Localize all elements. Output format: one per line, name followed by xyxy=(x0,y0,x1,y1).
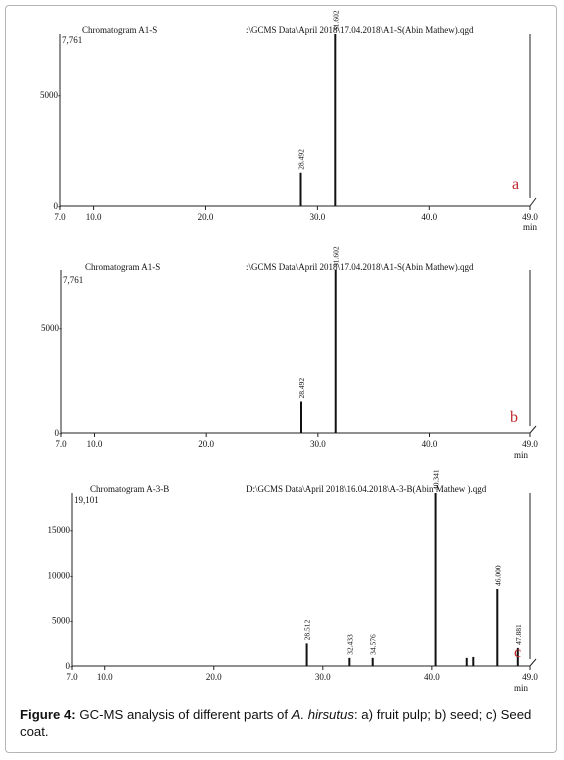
chart-title-panel-a: Chromatogram A1-S xyxy=(82,25,158,35)
file-path-panel-a: :\GCMS Data\April 2018\17.04.2018\A1-S(Abin Mathew).qgd xyxy=(246,25,474,35)
x-tick-label-a-1: 10.0 xyxy=(85,212,102,222)
file-path-panel-b: :\GCMS Data\April 2018\17.04.2018\A1-S(Abin Mathew).qgd xyxy=(246,262,474,272)
x-tick-label-b-2: 20.0 xyxy=(198,439,215,449)
y-tick-label-a-0: 5000- xyxy=(40,90,61,101)
y-tick-label-b-1: 0- xyxy=(54,428,62,438)
peak-label-c-1: 32.433 xyxy=(345,634,355,655)
peak-label-c-6: 46.000 xyxy=(493,565,503,587)
x-tick-label-a-5: 49.0 xyxy=(522,212,538,222)
x-tick-label-b-4: 40.0 xyxy=(421,439,438,449)
panel-label-a: a xyxy=(512,176,520,193)
peak-label-a-0: 28.492 xyxy=(296,149,306,170)
panel-label-c: c xyxy=(514,644,522,661)
x-tick-label-c-0: 7.0 xyxy=(66,672,78,682)
caption-text-before: GC-MS analysis of different parts of xyxy=(75,707,292,722)
caption-species: A. hirsutus xyxy=(291,707,354,722)
peak-label-a-1: 31.602 xyxy=(331,10,341,31)
max-intensity-label-panel-c: 19,101 xyxy=(74,495,99,505)
x-tick-label-c-2: 20.0 xyxy=(205,672,222,682)
figure-caption xyxy=(20,706,548,740)
tick-marks-panel-a xyxy=(40,90,538,222)
panel-label-b: b xyxy=(510,409,518,426)
peaks-panel-c xyxy=(303,469,523,666)
chromatogram-panel-c xyxy=(48,469,539,693)
x-tick-label-c-3: 30.0 xyxy=(314,672,331,682)
x-tick-label-a-2: 20.0 xyxy=(197,212,214,222)
tick-marks-panel-c xyxy=(48,525,539,682)
caption-figure-label: Figure 4: xyxy=(20,707,76,722)
y-tick-label-c-2: 5000- xyxy=(52,615,73,626)
max-intensity-label-panel-b: 7,761 xyxy=(63,275,84,285)
peak-label-c-0: 28.512 xyxy=(302,619,312,641)
x-unit-label-panel-a: min xyxy=(522,222,538,232)
y-tick-label-c-3: 0- xyxy=(65,661,73,671)
x-tick-label-a-3: 30.0 xyxy=(309,212,326,222)
axis-break-panel-b xyxy=(530,426,536,433)
chromatogram-panel-b xyxy=(41,246,538,460)
axis-break-panel-c xyxy=(530,659,536,666)
peak-label-c-3: 40.341 xyxy=(431,469,441,490)
y-tick-label-c-1: 10000- xyxy=(47,570,73,581)
y-tick-label-c-0: 15000- xyxy=(47,525,73,536)
x-tick-label-c-1: 10.0 xyxy=(96,672,113,682)
x-tick-label-a-0: 7.0 xyxy=(54,212,66,222)
tick-marks-panel-b xyxy=(41,323,538,449)
x-unit-label-panel-b: min xyxy=(513,450,529,460)
x-tick-label-b-1: 10.0 xyxy=(86,439,103,449)
axes-panel-a xyxy=(60,34,536,206)
file-path-panel-c: D:\GCMS Data\April 2018\16.04.2018\A-3-B(Abin Mathew ).qgd xyxy=(246,484,487,494)
y-tick-label-a-1: 0- xyxy=(53,201,61,211)
axes-panel-b xyxy=(61,270,536,433)
chart-title-panel-c: Chromatogram A-3-B xyxy=(90,484,170,494)
peak-label-c-2: 34.576 xyxy=(368,634,378,655)
x-unit-label-panel-c: min xyxy=(513,683,529,693)
peak-label-b-0: 28.492 xyxy=(296,377,306,399)
x-tick-label-c-5: 49.0 xyxy=(522,672,538,682)
peak-label-c-7: 47.881 xyxy=(513,624,523,645)
chromatogram-panel-a xyxy=(40,10,538,232)
x-tick-label-b-5: 49.0 xyxy=(522,439,538,449)
caption-text-after: : a) fruit pulp; b) seed; c) Seed coat. xyxy=(20,707,532,739)
peak-label-b-1: 31.602 xyxy=(331,246,341,267)
max-intensity-label-panel-a: 7,761 xyxy=(62,35,83,45)
peaks-panel-a xyxy=(297,10,341,206)
chart-title-panel-b: Chromatogram A1-S xyxy=(85,262,161,272)
x-tick-label-a-4: 40.0 xyxy=(421,212,438,222)
axis-break-panel-a xyxy=(530,198,536,206)
peaks-panel-b xyxy=(297,246,341,433)
x-tick-label-c-4: 40.0 xyxy=(423,672,440,682)
x-tick-label-b-0: 7.0 xyxy=(55,439,67,449)
y-tick-label-b-0: 5000- xyxy=(41,322,62,333)
x-tick-label-b-3: 30.0 xyxy=(309,439,326,449)
